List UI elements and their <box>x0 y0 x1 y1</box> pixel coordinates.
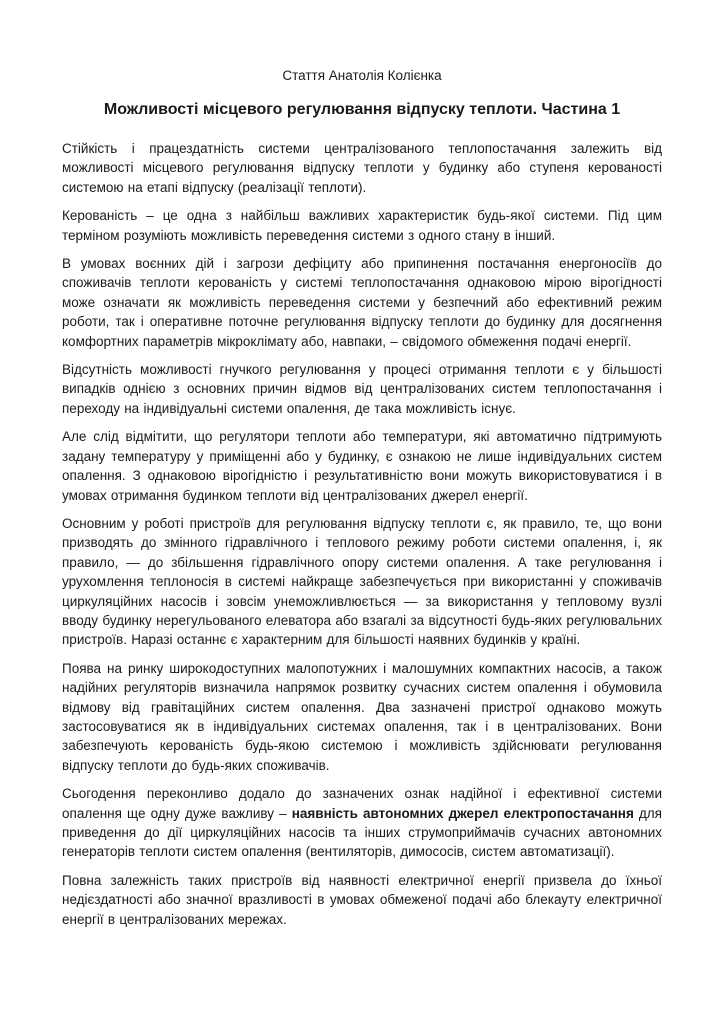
paragraph-run: Поява на ринку широкодоступних малопотужних і малошумних компактних насосів, а також надійних регуляторів визначила напрямок розвитку сучасних систем опалення і обумовила відмову від гравітаційних систем опалення. Два зазначені пристрої однаково можуть застосовуватися як в індивідуальних системах опалення, так і в централізованих. Вони забезпечують керованість будь-якою системою і можливість здійснювати регулювання відпуску теплоти до будь-яких споживачів. <box>62 660 662 773</box>
paragraph-run: В умовах воєнних дій і загрози дефіциту або припинення постачання енергоносіїв до споживачів теплоти керованість у системі теплопостачання однаковою мірою вірогідності може означати як можливість переведення системи у безпечний або ефективний режим роботи, так і оперативне поточне регулювання відпуску теплоти до будинку для досягнення комфортних параметрів мікроклімату або, навпаки, – свідомого обмеження подачі енергії. <box>62 256 662 349</box>
paragraph-run: Основним у роботі пристроїв для регулювання відпуску теплоти є, як правило, те, що вони призводять до змінного гідравлічного і теплового режиму роботи системи опалення, і, як правило, — до збільшення гідравлічного опору системи опалення. А таке регулювання і урухомлення теплоносія в системі найкраще забезпечується при використанні у споживачів циркуляційних насосів і зовсім унеможливлюється — за використання у тепловому вузлі вводу будинку нерегульованого елеватора або взагалі за відсутності будь-яких регулювальних пристроїв. Наразі останнє є характерним для більшості наявних будинків у країні. <box>62 515 662 648</box>
paragraph <box>62 514 662 650</box>
paragraph <box>62 784 662 862</box>
paragraph-run: Але слід відмітити, що регулятори теплоти або температури, які автоматично підтримують задану температуру у приміщенні або у будинку, є ознакою не лише індивідуальних систем опалення. З однаковою вірогідністю і результативністю вони можуть використовуватися і в умовах отримання будинком теплоти від централізованих джерел енергії. <box>62 429 662 503</box>
paragraph-run: Відсутність можливості гнучкого регулювання у процесі отримання теплоти є у більшості випадків однією з основних причин відмов від централізованих систем теплопостачання і переходу на індивідуальні системи опалення, де така можливість існує. <box>62 362 662 416</box>
article-title: Можливості місцевого регулювання відпуску теплоти. Частина 1 <box>103 101 621 118</box>
paragraph-run: для приведення до дії циркуляційних насосів та інших струмоприймачів сучасних автономних генераторів теплоти систем опалення (вентиляторів, димососів, систем автоматизації). <box>62 805 662 860</box>
article-byline: Стаття Анатолія Колієнка <box>282 68 442 83</box>
paragraph <box>62 427 662 505</box>
paragraph-bold-run: наявність автономних джерел електропостачання <box>291 805 634 821</box>
paragraph-run: Сьогодення переконливо додало до зазначених ознак надійної і ефективної системи опалення ще одну дуже важливу – <box>62 786 662 821</box>
paragraph-run: Стійкість і працездатність системи централізованого теплопостачання залежить від можливості місцевого регулювання відпуску теплоти у будинку або ступеня керованості системою на етапі відпуску (реалізації теплоти). <box>62 141 662 195</box>
paragraph-run: Повна залежність таких пристроїв від наявності електричної енергії призвела до їхньої недієздатності або значної вразливості в умовах обмеженої подачі або блекауту електричної енергії в централізованих мережах. <box>62 872 662 927</box>
paragraph-run: Керованість – це одна з найбільш важливих характеристик будь-якої системи. Під цим терміном розуміють можливість переведення системи з одного стану в інший. <box>62 208 662 243</box>
paragraph <box>62 254 662 351</box>
document-body <box>62 139 662 929</box>
paragraph <box>62 871 662 929</box>
paragraph <box>62 659 662 775</box>
paragraph <box>62 206 662 245</box>
paragraph <box>62 360 662 418</box>
paragraph <box>62 139 662 197</box>
